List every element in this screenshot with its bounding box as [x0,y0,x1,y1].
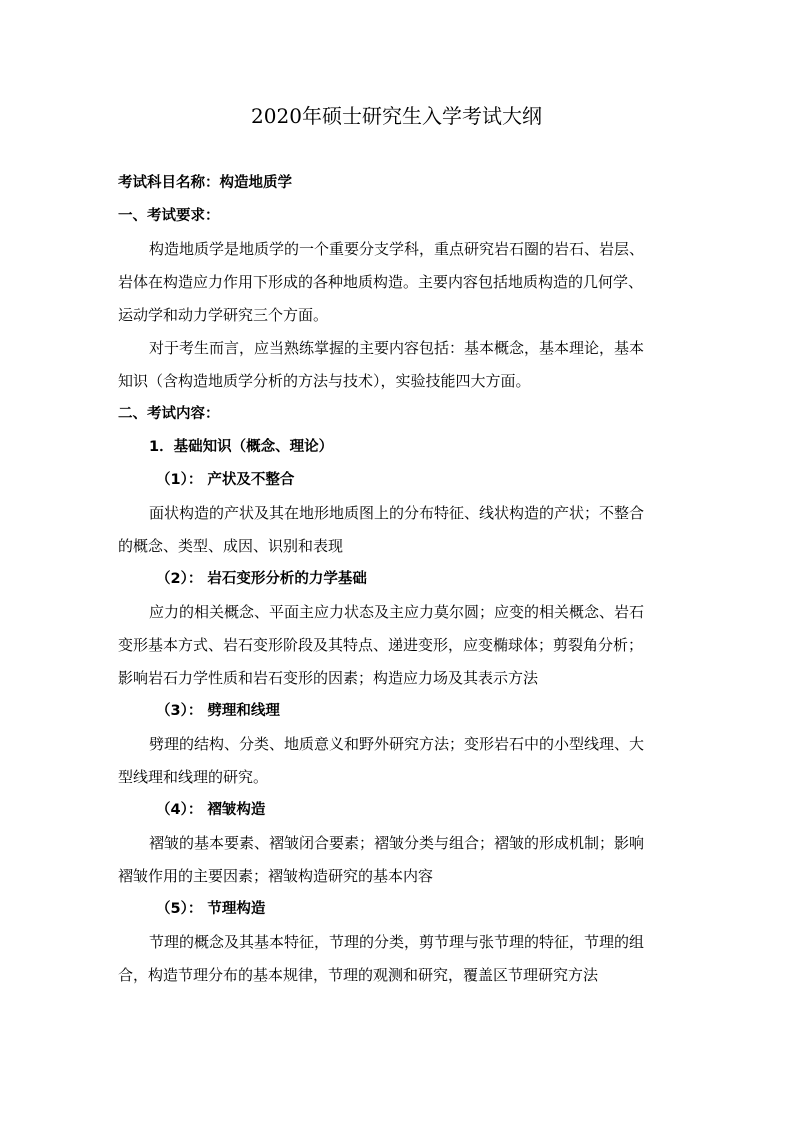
document-title: 2020年硕士研究生入学考试大纲 [251,104,542,128]
item-5 [118,893,678,992]
paragraph-line: 岩体在构造应力作用下形成的各种地质构造。主要内容包括地质构造的几何学、 [118,273,644,291]
part1-heading: 1．基础知识（概念、理论） [149,439,334,455]
section1-paragraph-2 [118,332,678,398]
item-heading: （1）： 产状及不整合 [156,472,295,488]
item-line: 型线理和线理的研究。 [118,768,269,786]
item-2 [118,563,678,695]
paragraph-line: 知识（含构造地质学分析的方法与技术），实验技能四大方面。 [118,372,531,390]
item-line: 节理的概念及其基本特征，节理的分类，剪节理与张节理的特征，节理的组 [149,933,645,951]
item-line: 褶皱的基本要素、褶皱闭合要素；褶皱分类与组合；褶皱的形成机制；影响 [149,834,645,852]
paragraph-line: 构造地质学是地质学的一个重要分支学科，重点研究岩石圈的岩石、岩层、 [149,240,645,258]
item-line: 面状构造的产状及其在地形地质图上的分布特征、线状构造的产状；不整合 [149,504,645,522]
item-line: 劈理的结构、分类、地质意义和野外研究方法；变形岩石中的小型线理、大 [149,735,645,753]
item-line: 应力的相关概念、平面主应力状态及主应力莫尔圆；应变的相关概念、岩石 [149,603,645,621]
section1-paragraph-1 [118,233,678,332]
item-line: 影响岩石力学性质和岩石变形的因素；构造应力场及其表示方法 [118,669,539,687]
item-heading: （2）： 岩石变形分析的力学基础 [156,571,367,587]
item-1 [118,464,678,563]
item-heading: （3）： 劈理和线理 [156,703,280,719]
item-line: 合，构造节理分布的基本规律，节理的观测和研究，覆盖区节理研究方法 [118,966,599,984]
item-line: 变形基本方式、岩石变形阶段及其特点、递进变形，应变椭球体；剪裂角分析； [118,636,644,654]
section2-heading: 二、考试内容： [118,406,220,422]
paragraph-line: 对于考生而言，应当熟练掌握的主要内容包括：基本概念，基本理论，基本 [149,339,645,357]
document-body [118,167,678,992]
item-3 [118,695,678,794]
item-heading: （4）： 褶皱构造 [156,802,266,818]
item-line: 的概念、类型、成因、识别和表现 [118,537,344,555]
item-line: 褶皱作用的主要因素；褶皱构造研究的基本内容 [118,867,434,885]
paragraph-line: 运动学和动力学研究三个方面。 [118,306,329,324]
section1-heading: 一、考试要求： [118,208,220,224]
item-heading: （5）： 节理构造 [156,901,266,917]
item-4 [118,794,678,893]
subject-line: 考试科目名称：构造地质学 [118,175,292,191]
